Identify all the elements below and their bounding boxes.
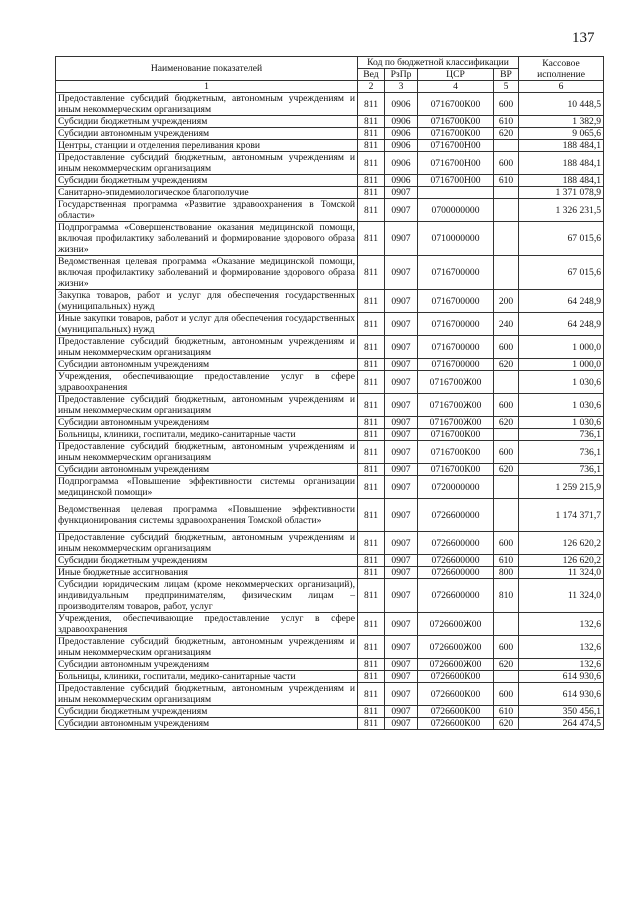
row-name: Предоставление субсидий бюджетным, автономным учреждениям и иным некоммерческим организациям: [56, 683, 358, 706]
table-row: [56, 256, 604, 290]
row-ved: 811: [358, 532, 385, 555]
table-row: [56, 290, 604, 313]
row-vr: [494, 187, 519, 199]
row-csr: 0716700Ж00: [418, 371, 494, 394]
header-ved: Вед: [358, 69, 385, 81]
row-amount: 64 248,9: [519, 313, 604, 336]
row-vr: 610: [494, 116, 519, 128]
row-rzpr: 0907: [385, 671, 418, 683]
row-ved: 811: [358, 636, 385, 659]
row-ved: 811: [358, 659, 385, 671]
row-ved: 811: [358, 290, 385, 313]
row-csr: 0716700000: [418, 256, 494, 290]
table-row: [56, 313, 604, 336]
row-vr: [494, 140, 519, 152]
row-name: Ведомственная целевая программа «Оказание медицинской помощи, включая профилактику заболеваний и формирование здорового образа жизни»: [56, 256, 358, 290]
row-amount: 1 030,6: [519, 371, 604, 394]
row-ved: 811: [358, 199, 385, 222]
row-csr: 0716700000: [418, 336, 494, 359]
row-ved: 811: [358, 499, 385, 532]
row-name: Предоставление субсидий бюджетным, автономным учреждениям и иным некоммерческим организациям: [56, 532, 358, 555]
table-row: [56, 222, 604, 256]
row-amount: 1 000,0: [519, 359, 604, 371]
row-ved: 811: [358, 116, 385, 128]
row-name: Иные закупки товаров, работ и услуг для обеспечения государственных (муниципальных) нужд: [56, 313, 358, 336]
header-csr: ЦСР: [418, 69, 494, 81]
row-rzpr: 0907: [385, 567, 418, 579]
row-amount: 188 484,1: [519, 140, 604, 152]
row-vr: 620: [494, 128, 519, 140]
row-name: Субсидии автономным учреждениям: [56, 128, 358, 140]
row-csr: 0716700Н00: [418, 152, 494, 175]
row-rzpr: 0907: [385, 532, 418, 555]
row-ved: 811: [358, 429, 385, 441]
row-csr: 0716700Н00: [418, 175, 494, 187]
column-index: 6: [519, 81, 604, 93]
row-name: Предоставление субсидий бюджетным, автономным учреждениям и иным некоммерческим организациям: [56, 93, 358, 116]
row-vr: 600: [494, 532, 519, 555]
row-vr: 600: [494, 152, 519, 175]
table-row: [56, 683, 604, 706]
row-rzpr: 0906: [385, 93, 418, 116]
row-rzpr: 0906: [385, 175, 418, 187]
column-index-row: [56, 81, 604, 93]
row-csr: 0716700Н00: [418, 140, 494, 152]
row-name: Субсидии юридическим лицам (кроме некоммерческих организаций), индивидуальным предпринимателям, физическим лицам – производителям товаров, работ, услуг: [56, 579, 358, 613]
row-vr: 240: [494, 313, 519, 336]
row-name: Ведомственная целевая программа «Повышение эффективности функционирования системы здравоохранения Томской области»: [56, 499, 358, 532]
row-amount: 188 484,1: [519, 152, 604, 175]
table-row: [56, 175, 604, 187]
row-ved: 811: [358, 613, 385, 636]
row-ved: 811: [358, 93, 385, 116]
table-row: [56, 579, 604, 613]
row-name: Субсидии автономным учреждениям: [56, 359, 358, 371]
row-amount: 264 474,5: [519, 718, 604, 730]
row-rzpr: 0906: [385, 116, 418, 128]
row-csr: 0726600Ж00: [418, 613, 494, 636]
row-vr: [494, 671, 519, 683]
table-row: [56, 371, 604, 394]
row-amount: 1 371 078,9: [519, 187, 604, 199]
row-amount: 614 930,6: [519, 683, 604, 706]
row-ved: 811: [358, 140, 385, 152]
row-rzpr: 0907: [385, 636, 418, 659]
row-rzpr: 0907: [385, 613, 418, 636]
row-rzpr: 0907: [385, 359, 418, 371]
row-amount: 9 065,6: [519, 128, 604, 140]
row-rzpr: 0907: [385, 441, 418, 464]
row-amount: 1 326 231,5: [519, 199, 604, 222]
table-row: [56, 394, 604, 417]
row-vr: 600: [494, 93, 519, 116]
table-row: [56, 359, 604, 371]
row-rzpr: 0906: [385, 152, 418, 175]
row-ved: 811: [358, 175, 385, 187]
row-csr: 0726600000: [418, 499, 494, 532]
row-rzpr: 0907: [385, 313, 418, 336]
row-vr: 620: [494, 417, 519, 429]
row-ved: 811: [358, 371, 385, 394]
header-rzpr: РзПр: [385, 69, 418, 81]
row-amount: 10 448,5: [519, 93, 604, 116]
row-name: Субсидии бюджетным учреждениям: [56, 175, 358, 187]
table-row: [56, 636, 604, 659]
row-csr: 0726600К00: [418, 706, 494, 718]
table-row: [56, 555, 604, 567]
row-ved: 811: [358, 706, 385, 718]
table-row: [56, 567, 604, 579]
row-name: Субсидии автономным учреждениям: [56, 718, 358, 730]
row-rzpr: 0907: [385, 429, 418, 441]
row-csr: 0726600К00: [418, 683, 494, 706]
row-name: Субсидии бюджетным учреждениям: [56, 706, 358, 718]
row-ved: 811: [358, 718, 385, 730]
row-csr: 0716700К00: [418, 93, 494, 116]
row-name: Субсидии автономным учреждениям: [56, 417, 358, 429]
table-row: [56, 613, 604, 636]
table-row: [56, 336, 604, 359]
header-name: Наименование показателей: [56, 57, 358, 81]
row-ved: 811: [358, 441, 385, 464]
row-ved: 811: [358, 579, 385, 613]
row-ved: 811: [358, 671, 385, 683]
row-vr: [494, 499, 519, 532]
row-name: Больницы, клиники, госпитали, медико-санитарные части: [56, 671, 358, 683]
header-code-group: Код по бюджетной классификации: [358, 57, 519, 69]
row-vr: 800: [494, 567, 519, 579]
row-ved: 811: [358, 256, 385, 290]
row-ved: 811: [358, 567, 385, 579]
column-index: 3: [385, 81, 418, 93]
row-ved: 811: [358, 464, 385, 476]
row-amount: 1 030,6: [519, 417, 604, 429]
row-csr: 0716700Ж00: [418, 394, 494, 417]
row-amount: 736,1: [519, 441, 604, 464]
row-csr: 0710000000: [418, 222, 494, 256]
table-row: [56, 128, 604, 140]
row-rzpr: 0907: [385, 417, 418, 429]
row-vr: [494, 429, 519, 441]
row-rzpr: 0907: [385, 199, 418, 222]
row-amount: 64 248,9: [519, 290, 604, 313]
row-name: Санитарно-эпидемиологическое благополучие: [56, 187, 358, 199]
row-csr: 0726600Ж00: [418, 659, 494, 671]
row-name: Субсидии автономным учреждениям: [56, 659, 358, 671]
table-row: [56, 499, 604, 532]
row-rzpr: 0907: [385, 371, 418, 394]
table-row: [56, 116, 604, 128]
row-name: Субсидии бюджетным учреждениям: [56, 555, 358, 567]
row-amount: 67 015,6: [519, 256, 604, 290]
row-amount: 614 930,6: [519, 671, 604, 683]
column-index: 5: [494, 81, 519, 93]
row-csr: 0716700К00: [418, 464, 494, 476]
row-vr: [494, 613, 519, 636]
row-vr: 620: [494, 464, 519, 476]
row-vr: 600: [494, 394, 519, 417]
row-ved: 811: [358, 555, 385, 567]
row-name: Предоставление субсидий бюджетным, автономным учреждениям и иным некоммерческим организациям: [56, 336, 358, 359]
row-ved: 811: [358, 417, 385, 429]
row-csr: 0726600000: [418, 532, 494, 555]
row-rzpr: 0907: [385, 555, 418, 567]
row-amount: 11 324,0: [519, 579, 604, 613]
row-amount: 132,6: [519, 613, 604, 636]
row-amount: 67 015,6: [519, 222, 604, 256]
row-vr: [494, 222, 519, 256]
row-csr: 0716700000: [418, 313, 494, 336]
table-row: [56, 464, 604, 476]
row-csr: 0716700К00: [418, 429, 494, 441]
table-header: [56, 57, 604, 93]
row-ved: 811: [358, 152, 385, 175]
row-vr: 610: [494, 555, 519, 567]
row-amount: 1 382,9: [519, 116, 604, 128]
row-ved: 811: [358, 128, 385, 140]
row-rzpr: 0907: [385, 256, 418, 290]
row-amount: 126 620,2: [519, 555, 604, 567]
row-amount: 132,6: [519, 659, 604, 671]
row-vr: [494, 371, 519, 394]
table-row: [56, 140, 604, 152]
row-csr: 0726600Ж00: [418, 636, 494, 659]
row-rzpr: 0907: [385, 683, 418, 706]
row-ved: 811: [358, 222, 385, 256]
row-amount: 132,6: [519, 636, 604, 659]
table-row: [56, 152, 604, 175]
row-name: Субсидии бюджетным учреждениям: [56, 116, 358, 128]
row-rzpr: 0907: [385, 464, 418, 476]
row-name: Больницы, клиники, госпитали, медико-санитарные части: [56, 429, 358, 441]
row-amount: 1 259 215,9: [519, 476, 604, 499]
row-vr: [494, 256, 519, 290]
row-rzpr: 0907: [385, 579, 418, 613]
header-vr: ВР: [494, 69, 519, 81]
table-body: [56, 93, 604, 730]
row-rzpr: 0907: [385, 499, 418, 532]
row-amount: 188 484,1: [519, 175, 604, 187]
row-csr: 0726600000: [418, 555, 494, 567]
budget-table: [55, 56, 604, 730]
row-amount: 736,1: [519, 429, 604, 441]
row-name: Подпрограмма «Совершенствование оказания медицинской помощи, включая профилактику заболеваний и формирование здорового образа жизни»: [56, 222, 358, 256]
row-ved: 811: [358, 359, 385, 371]
row-vr: 600: [494, 336, 519, 359]
row-csr: 0716700К00: [418, 116, 494, 128]
table-row: [56, 671, 604, 683]
row-name: Иные бюджетные ассигнования: [56, 567, 358, 579]
row-csr: 0726600000: [418, 567, 494, 579]
row-name: Учреждения, обеспечивающие предоставление услуг в сфере здравоохранения: [56, 371, 358, 394]
row-vr: 610: [494, 706, 519, 718]
row-csr: [418, 187, 494, 199]
row-rzpr: 0907: [385, 187, 418, 199]
row-rzpr: 0907: [385, 336, 418, 359]
row-csr: 0716700000: [418, 359, 494, 371]
row-name: Государственная программа «Развитие здравоохранения в Томской области»: [56, 199, 358, 222]
table-row: [56, 187, 604, 199]
row-ved: 811: [358, 187, 385, 199]
row-rzpr: 0907: [385, 718, 418, 730]
row-csr: 0726600К00: [418, 718, 494, 730]
table-row: [56, 706, 604, 718]
row-amount: 11 324,0: [519, 567, 604, 579]
row-rzpr: 0907: [385, 706, 418, 718]
row-csr: 0716700К00: [418, 128, 494, 140]
row-amount: 126 620,2: [519, 532, 604, 555]
row-amount: 1 030,6: [519, 394, 604, 417]
column-index: 1: [56, 81, 358, 93]
row-vr: 620: [494, 718, 519, 730]
page-number: 137: [572, 30, 595, 46]
table-row: [56, 441, 604, 464]
row-vr: 610: [494, 175, 519, 187]
row-amount: 1 174 371,7: [519, 499, 604, 532]
row-vr: 200: [494, 290, 519, 313]
row-vr: [494, 476, 519, 499]
row-vr: 600: [494, 683, 519, 706]
row-amount: 350 456,1: [519, 706, 604, 718]
row-vr: 810: [494, 579, 519, 613]
row-rzpr: 0907: [385, 394, 418, 417]
row-rzpr: 0906: [385, 128, 418, 140]
row-rzpr: 0907: [385, 476, 418, 499]
row-vr: 600: [494, 636, 519, 659]
row-vr: [494, 199, 519, 222]
row-vr: 620: [494, 359, 519, 371]
row-csr: 0716700К00: [418, 441, 494, 464]
table-row: [56, 532, 604, 555]
row-ved: 811: [358, 336, 385, 359]
row-name: Подпрограмма «Повышение эффективности системы организации медицинской помощи»: [56, 476, 358, 499]
row-rzpr: 0907: [385, 222, 418, 256]
row-name: Предоставление субсидий бюджетным, автономным учреждениям и иным некоммерческим организациям: [56, 441, 358, 464]
row-name: Предоставление субсидий бюджетным, автономным учреждениям и иным некоммерческим организациям: [56, 394, 358, 417]
table-row: [56, 659, 604, 671]
row-csr: 0726600К00: [418, 671, 494, 683]
row-ved: 811: [358, 394, 385, 417]
table-row: [56, 429, 604, 441]
header-amount: Кассовое исполнение: [519, 57, 604, 81]
column-index: 2: [358, 81, 385, 93]
row-name: Закупка товаров, работ и услуг для обеспечения государственных (муниципальных) нужд: [56, 290, 358, 313]
table-row: [56, 718, 604, 730]
row-name: Предоставление субсидий бюджетным, автономным учреждениям и иным некоммерческим организациям: [56, 636, 358, 659]
row-rzpr: 0906: [385, 140, 418, 152]
row-csr: 0716700000: [418, 290, 494, 313]
row-vr: 620: [494, 659, 519, 671]
table-row: [56, 417, 604, 429]
row-name: Центры, станции и отделения переливания крови: [56, 140, 358, 152]
row-rzpr: 0907: [385, 659, 418, 671]
row-csr: 0700000000: [418, 199, 494, 222]
row-csr: 0726600000: [418, 579, 494, 613]
row-ved: 811: [358, 476, 385, 499]
row-csr: 0716700Ж00: [418, 417, 494, 429]
row-name: Учреждения, обеспечивающие предоставление услуг в сфере здравоохранения: [56, 613, 358, 636]
row-name: Предоставление субсидий бюджетным, автономным учреждениям и иным некоммерческим организациям: [56, 152, 358, 175]
row-ved: 811: [358, 313, 385, 336]
row-ved: 811: [358, 683, 385, 706]
row-amount: 736,1: [519, 464, 604, 476]
row-rzpr: 0907: [385, 290, 418, 313]
row-name: Субсидии автономным учреждениям: [56, 464, 358, 476]
row-csr: 0720000000: [418, 476, 494, 499]
row-vr: 600: [494, 441, 519, 464]
table-row: [56, 199, 604, 222]
table-row: [56, 93, 604, 116]
column-index: 4: [418, 81, 494, 93]
table-row: [56, 476, 604, 499]
row-amount: 1 000,0: [519, 336, 604, 359]
